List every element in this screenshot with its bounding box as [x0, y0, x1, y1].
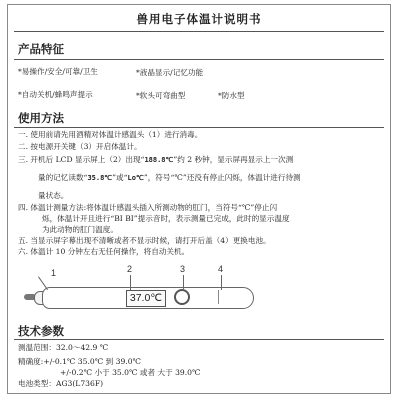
title-divider — [14, 31, 384, 32]
usage-step-3 — [18, 155, 293, 165]
feature-item: *液晶显示/记忆功能 — [136, 68, 204, 77]
feature-item: *易操作/安全/可靠/卫生 — [18, 67, 98, 76]
usage-step-4: 四. 体温计测量方法:将体温计感温头插入所测动物的肛门，当符号“℃”停止闪 — [18, 203, 278, 212]
features-heading: 产品特征 — [18, 42, 64, 56]
features-divider — [14, 59, 384, 60]
usage-step-3-end: 量状态。 — [38, 191, 69, 200]
specs-heading: 技术参数 — [18, 324, 64, 338]
usage-step-3-tail: ”约 2 秒钟，显示屏再显示上一次测 — [173, 155, 294, 164]
feature-item: *自动关机/蜂鸣声提示 — [18, 90, 93, 99]
lcd-memory-glyph: 35.8℃ — [87, 174, 113, 182]
usage-step-6: 六. 体温计 10 分钟左右无任何操作，将自动关机。 — [18, 247, 190, 256]
power-button — [174, 289, 190, 305]
callout-4: 4 — [218, 264, 224, 274]
usage-heading: 使用方法 — [18, 111, 64, 125]
feature-item: *软头可弯曲型 — [136, 91, 186, 100]
lcd-display: 37.0℃ — [126, 290, 166, 307]
usage-step-5: 五. 当显示屏字幕出现不清晰或者不显示时候，请打开后盖（4）更换电池。 — [18, 236, 271, 245]
callout-2: 2 — [127, 264, 133, 274]
spec-accuracy: 精确度:+/-0.1℃ 35.0℃ 到 39.0℃ — [18, 357, 142, 366]
callout-1-leader — [38, 276, 48, 290]
callout-4-leader — [221, 275, 222, 290]
usage-step-3-cont — [38, 173, 301, 183]
lcd-all-segments-glyph: 188.8℃ — [144, 156, 174, 164]
usage-divider — [14, 127, 384, 128]
usage-step-1: 一. 使用前请先用酒精对体温计感温头（1）进行消毒。 — [18, 130, 203, 139]
spec-battery: 电池类型：AG3(L736F) — [18, 379, 104, 388]
usage-step-3-or: ”或“ — [112, 173, 128, 182]
callout-1: 1 — [51, 268, 57, 278]
usage-step-3-text: 三. 开机后 LCD 显示屏上（2）出现“ — [18, 155, 145, 164]
usage-step-4-cont: 烁，体温计开且进行“BI BI”提示音时，表示测量已完成，此时的显示温度 — [42, 214, 290, 223]
page-title: 兽用电子体温计说明书 — [136, 12, 262, 26]
usage-step-4-end: 为此动物的肛门温度。 — [42, 225, 118, 234]
specs-divider — [14, 339, 384, 340]
callout-3: 3 — [180, 264, 186, 274]
callout-3-leader — [183, 275, 184, 289]
lcd-low-glyph: Lo℃ — [127, 174, 144, 182]
callout-2-leader — [130, 275, 131, 290]
thermometer-diagram — [18, 260, 278, 320]
manual-page — [7, 4, 391, 394]
spec-range: 测温范围：32.0～42.9 ℃ — [18, 343, 109, 352]
feature-item: *防水型 — [218, 91, 245, 100]
spec-accuracy-2: +/-0.2℃ 小于 35.0℃ 或者 大于 39.0℃ — [60, 368, 201, 377]
usage-step-3-memory: 量的记忆读数“ — [38, 173, 88, 182]
usage-step-3-blink: ”，符号“℃”还没有停止闪烁，体温计进行待测 — [143, 173, 301, 182]
battery-cap — [218, 290, 239, 304]
usage-step-2: 二. 按电源开关键（3）开启体温计。 — [18, 142, 142, 151]
